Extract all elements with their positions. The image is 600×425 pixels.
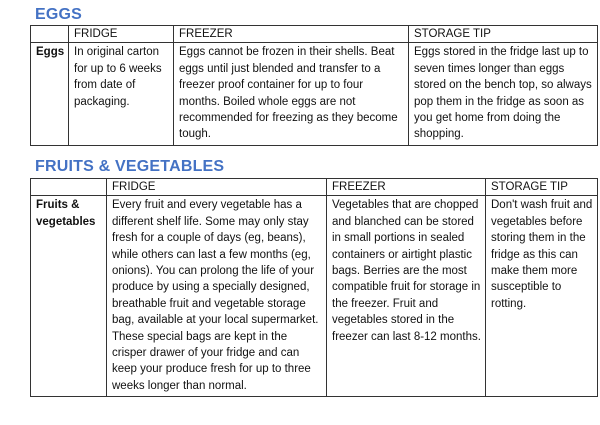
eggs-freezer-cell: Eggs cannot be frozen in their shells. Beat eggs until just blended and transfer to a freezer proof container for up to four months. Boiled whole eggs are not recommended for freezing as they become tough.: [174, 43, 409, 145]
fruits-vegetables-row: [31, 196, 598, 397]
fruits-vegetables-header-row: [31, 179, 598, 196]
eggs-header-blank: [31, 26, 69, 43]
fv-fridge-cell: Every fruit and every vegetable has a different shelf life. Some may only stay fresh for a couple of days (eg, beans), while others can last a few months (eg, onions). You can prolong the life of your produce by using a specially designed, breathable fruit and vegetable storage bag, available at your local supermarket. These special bags are kept in the crisper drawer of your fridge and can keep your produce fresh for up to three weeks longer than normal.: [107, 196, 327, 397]
fv-row-label: Fruits & vegetables: [31, 196, 107, 397]
eggs-header-freezer: FREEZER: [174, 26, 409, 43]
eggs-tip-cell: Eggs stored in the fridge last up to seven times longer than eggs stored on the bench top, so always pop them in the fridge as soon as you get home from doing the shopping.: [409, 43, 598, 145]
eggs-header-fridge: FRIDGE: [69, 26, 174, 43]
fruits-vegetables-table: [30, 178, 598, 397]
eggs-row: [31, 43, 598, 145]
eggs-header-storage-tip: STORAGE TIP: [409, 26, 598, 43]
fv-tip-cell: Don't wash fruit and vegetables before storing them in the fridge as this can make them more susceptible to rotting.: [486, 196, 598, 397]
eggs-row-label: Eggs: [31, 43, 69, 145]
eggs-header-row: [31, 26, 598, 43]
eggs-table: [30, 25, 598, 146]
fv-header-fridge: FRIDGE: [107, 179, 327, 196]
fv-header-blank: [31, 179, 107, 196]
fv-header-freezer: FREEZER: [327, 179, 486, 196]
fruits-vegetables-section-title: FRUITS & VEGETABLES: [35, 158, 225, 175]
fv-header-storage-tip: STORAGE TIP: [486, 179, 598, 196]
eggs-fridge-cell: In original carton for up to 6 weeks from date of packaging.: [69, 43, 174, 145]
fv-freezer-cell: Vegetables that are chopped and blanched can be stored in small portions in sealed containers or airtight plastic bags. Berries are the most compatible fruit for storage in the freezer. Fruit and vegetables stored in the freezer can last 8-12 months.: [327, 196, 486, 397]
eggs-section-title: EGGS: [35, 6, 83, 23]
